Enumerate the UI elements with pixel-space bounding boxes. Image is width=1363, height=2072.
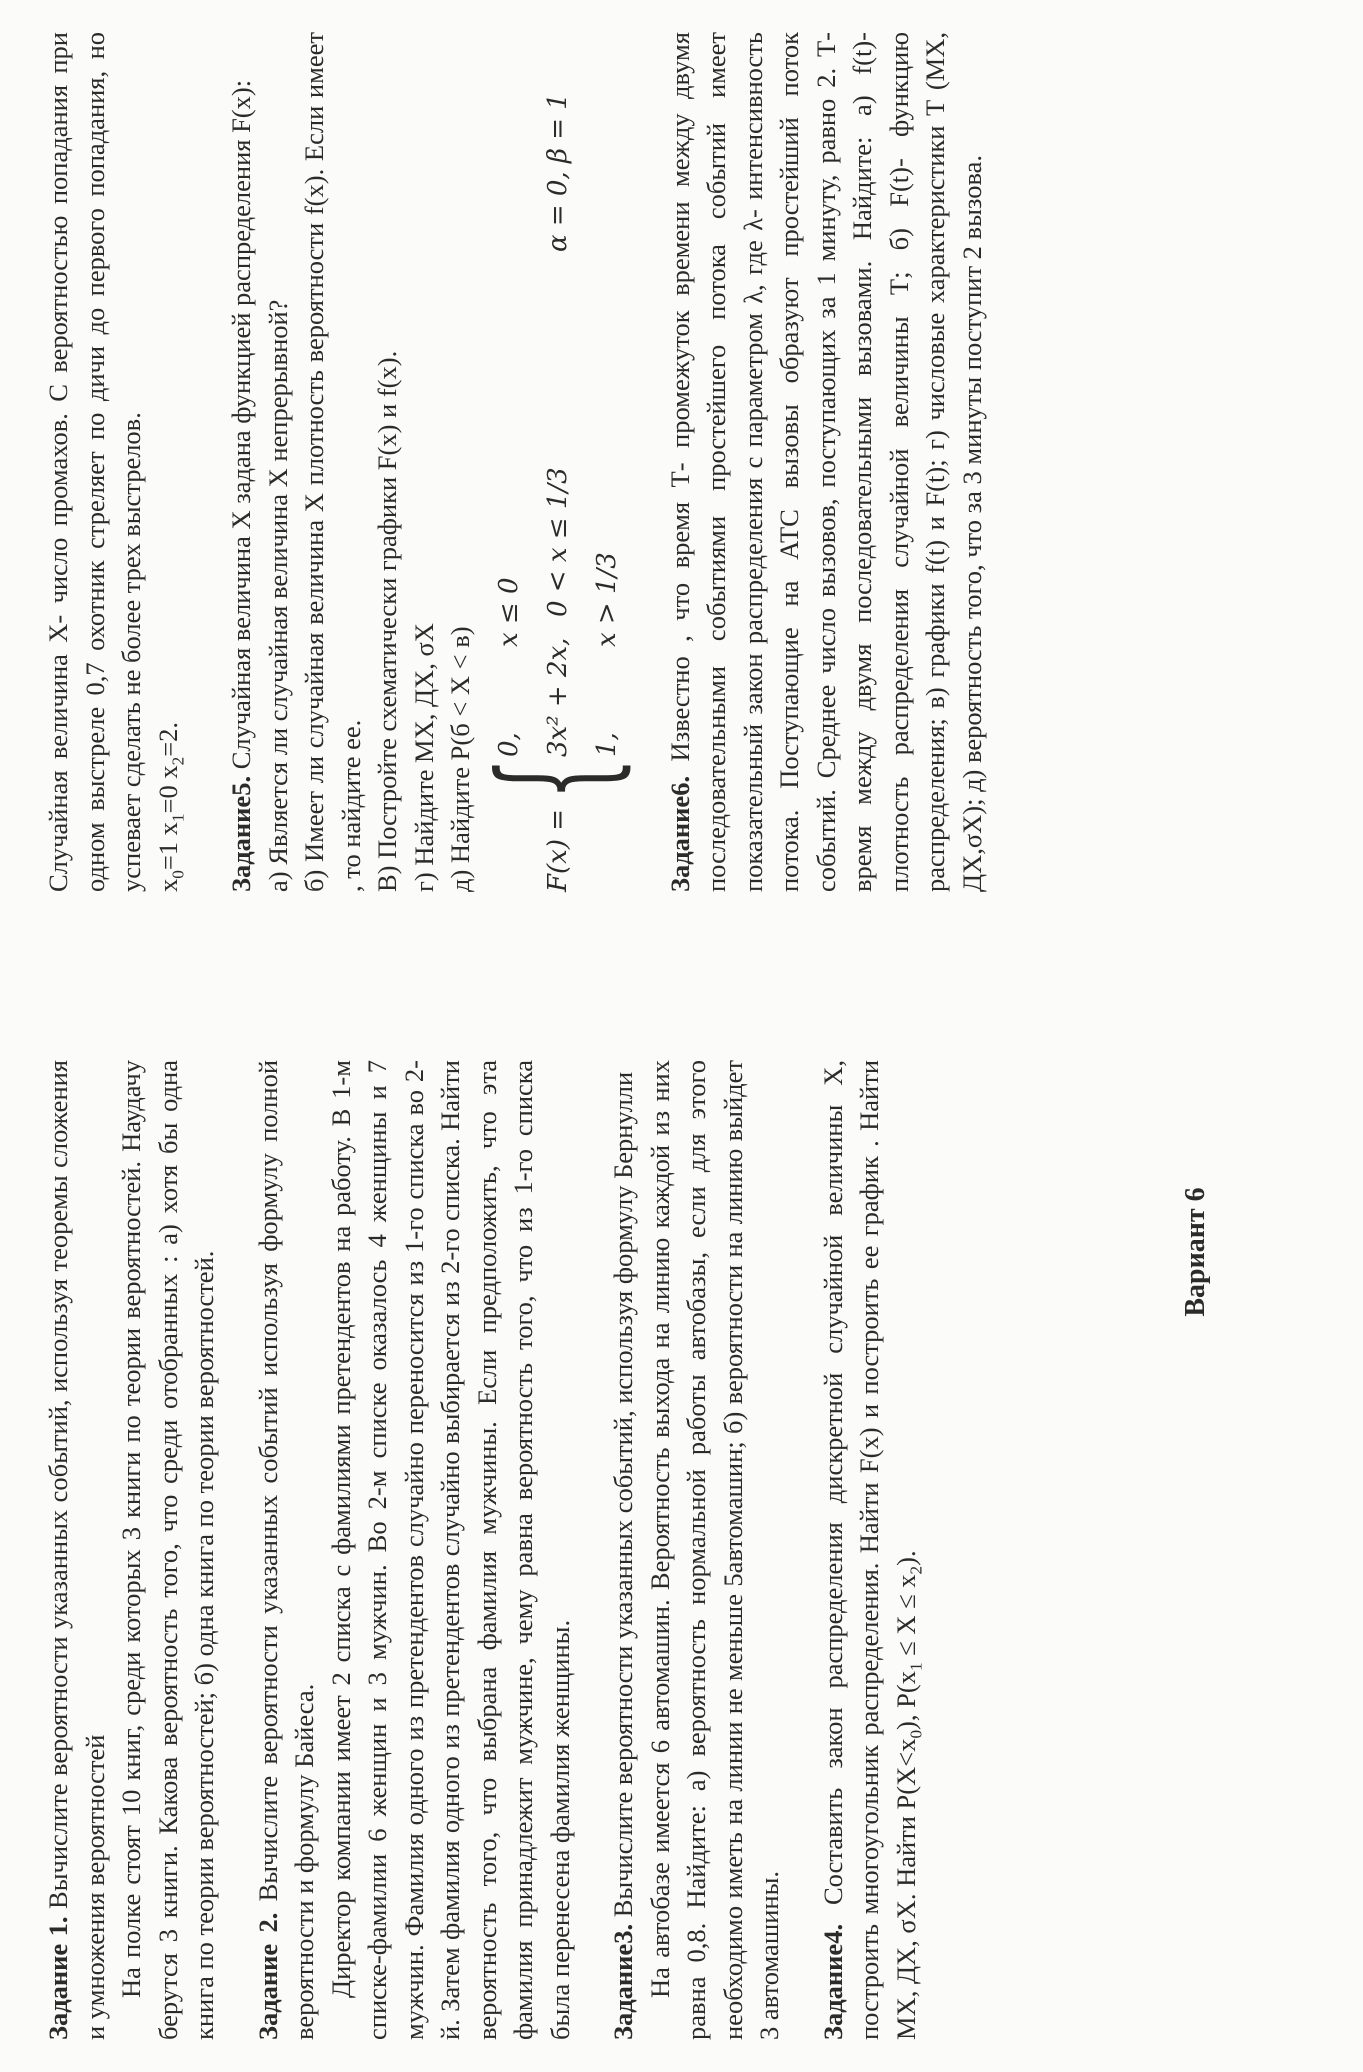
left-column xyxy=(40,1060,961,2040)
right-column xyxy=(40,32,1017,892)
task-5 xyxy=(223,32,642,892)
formula-brace: { xyxy=(467,757,642,800)
task-4-title: Задание4. xyxy=(817,1923,848,2040)
task-5-intro: Задание5. Случайная величина Х задана функцией распределения F(x): xyxy=(226,79,257,892)
task-5-title: Задание5. xyxy=(226,775,257,892)
task-5-item-v: В) Постройте схематически графики F(x) и f(x). xyxy=(372,350,403,892)
task-5-item-a: а) Является ли случайная величина Х непрерывной? xyxy=(262,299,293,892)
task-4-continuation xyxy=(40,32,196,892)
task-1-body: На полке стоят 10 книг, среди которых 3 книги по теории вероятностей. Наудачу берутся 3 книги. Какова вероятность того, что среди отобранных : а) хотя бы одна книга по теории вероятностей; б) одна книга по теории вероятностей. xyxy=(116,1060,219,2040)
task-6-title: Задание6. xyxy=(664,775,695,892)
variant-heading: Вариант 6 xyxy=(1180,1187,1211,1317)
task-5-item-d: д) Найдите P(б < X < в) xyxy=(445,626,476,892)
task-1 xyxy=(40,1060,223,2040)
task-1-intro: Задание 1. Вычислите вероятности указанных событий, используя теоремы сложения и умножения вероятностей xyxy=(43,1060,110,2040)
task-2 xyxy=(250,1060,579,2040)
formula-row-1: 0,x ≤ 0 xyxy=(493,577,524,757)
task-4 xyxy=(815,1060,935,2040)
task-4-body: Задание4. Составить закон распределения дискретной случайной величины Х, построить многоугольник распределения. Найти F(x) и построить ее график . Найти МХ, ДХ, σХ. Найти $P(X<x_0)$, $P(x_1 \le X \le x_2)$. xyxy=(817,1060,925,2040)
task-2-body: Директор компании имеет 2 списка с фамилиями претендентов на работу. В 1-м списке-фамилии 6 женщин и 3 мужчин. Во 2-м списке оказалось 4 женщины и 7 мужчин. Фамилия одного из претендентов случайно переносится из 1-го списка во 2-й. Затем фамилия одного из претендентов случайно выбирается из 2-го списка. Найти вероятность того, что выбрана фамилия мужчины. Если предположить, что эта фамилия принадлежит мужчине, чему равна вероятность того, что из 1-го списка была перенесена фамилия женщины. xyxy=(325,1060,575,2040)
task-4-values: $x_0=1$ $x_1=0$ $x_2=2$. xyxy=(152,721,187,892)
task-5-item-g: г) Найдите МХ, ДХ, σХ xyxy=(408,623,439,892)
formula-params: α = 0, β = 1 xyxy=(542,93,573,252)
task-4-cont-body: Случайная величина Х- число промахов. С вероятностью попадания при одном выстреле 0,7 охотник стреляет по дичи до первого попадания, но успевает сделать не более трех выстрелов. xyxy=(43,32,146,892)
task-6-body: Задание6. Известно , что время Т- промежуток времени между двумя последовательными событиями простейшего потока событий имеет показательный закон распределения с параметром λ, где λ- интенсивность потока. Поступающие на АТС вызовы образуют простейший поток событий. Среднее число вызовов, поступающих за 1 минуту, равно 2. Т- время между двумя последовательными вызовами. Найдите: а) f(t)- плотность распределения случайной величины Т; б) F(t)- функцию распределения; в) графики f(t) и F(t); г) числовые характеристики Т (МХ, ДХ,σХ); д) вероятность того, что за 3 минуты поступит 2 вызова. xyxy=(664,32,987,892)
task-5-item-b: б) Имеет ли случайная величина Х плотность вероятности f(x). Если имеет , то найдите ее. xyxy=(299,32,366,892)
formula-row-3: 1,x > 1/3 xyxy=(591,552,622,757)
task-3-body: На автобазе имеется 6 автомашин. Вероятность выхода на линию каждой из них равна 0,8. Найдите: а) вероятность нормальной работы автобазы, если для этого необходимо иметь на линии не меньше 5автомашин; б) вероятности на линию выйдет 3 автомашины. xyxy=(644,1060,784,2040)
task-2-intro: Задание 2. Вычислите вероятности указанных событий используя формулу полной вероятности и формулу Байеса. xyxy=(252,1060,319,2040)
task-3-intro: Задание3. Вычислите вероятности указанных событий, используя формулу Бернулли xyxy=(608,1071,638,2040)
task-3-title: Задание3. xyxy=(608,1923,638,2040)
task-6 xyxy=(662,32,991,892)
formula-row-2: 3x² + 2x,0 < x ≤ 1/3 xyxy=(542,467,573,757)
task-2-title: Задание 2. xyxy=(252,1912,283,2040)
task-1-title: Задание 1. xyxy=(43,1916,73,2040)
formula-lhs: F(x) = xyxy=(542,808,573,892)
distribution-formula xyxy=(467,32,642,892)
task-3 xyxy=(605,1060,788,2040)
